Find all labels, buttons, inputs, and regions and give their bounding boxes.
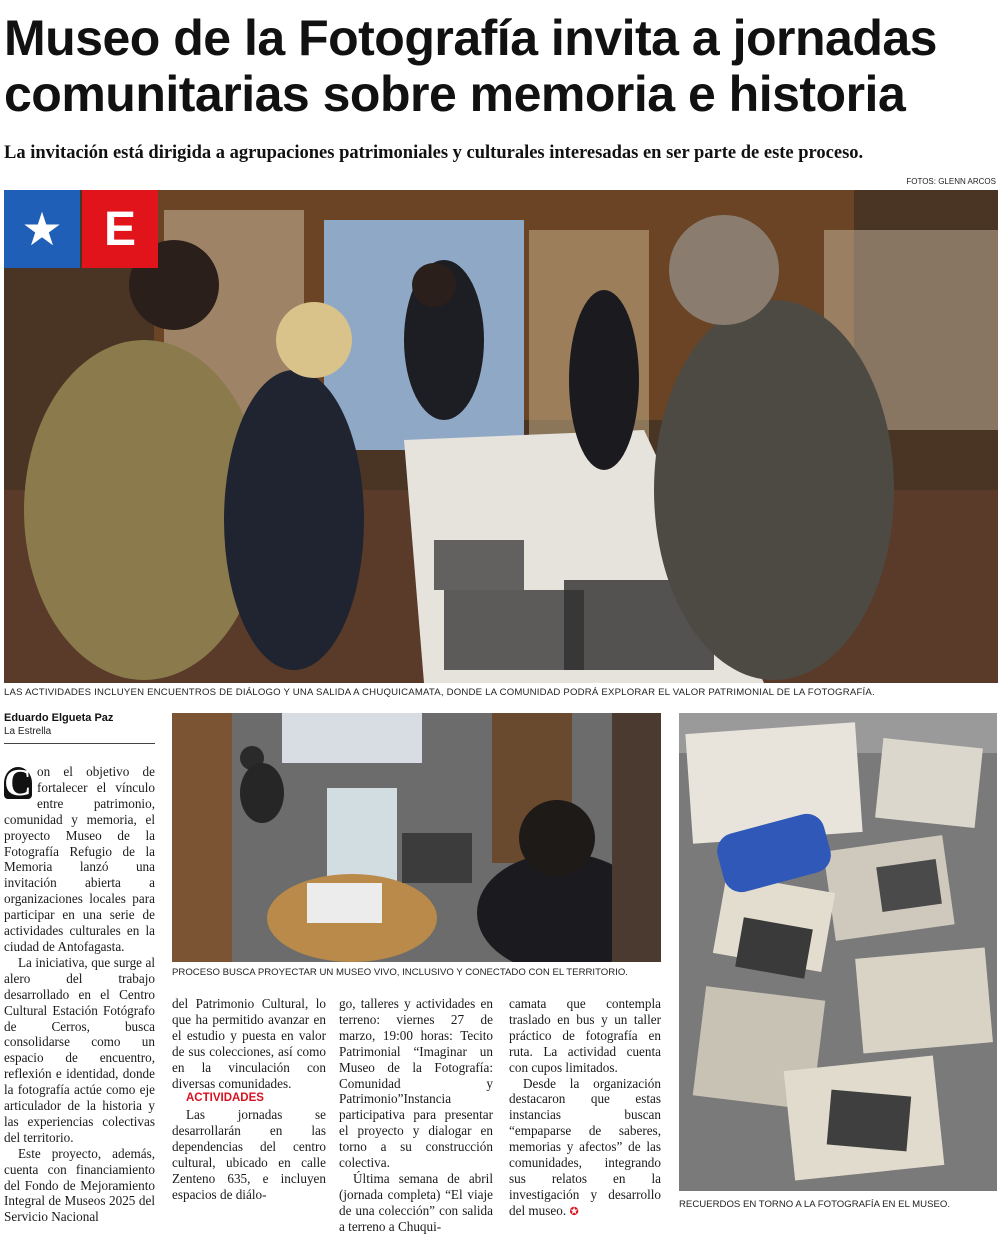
article-column-2 [172, 996, 326, 1203]
article-column-1 [4, 764, 155, 1225]
section-heading: ACTIVIDADES [186, 1092, 264, 1105]
archive-photo [679, 713, 997, 1191]
paragraph-4: del Patrimonio Cultural, lo que ha permitido avanzar en el estudio y puesta en valor de sus colecciones, así como en la vinculación con diversas comunidades. [172, 996, 326, 1091]
main-photo [4, 190, 998, 683]
workshop-photo [172, 713, 661, 962]
drop-cap: C [4, 762, 32, 804]
author-name: Eduardo Elgueta Paz [4, 712, 114, 724]
paragraph-8: camata que contempla traslado en bus y un taller práctico de fotografía en ruta. La actividad cuenta con cupos limitados. [509, 996, 661, 1075]
main-photo-caption: LAS ACTIVIDADES INCLUYEN ENCUENTROS DE DIÁLOGO Y UNA SALIDA A CHUQUICAMATA, DONDE LA COMUNIDAD PODRÁ EXPLORAR EL VALOR PATRIMONIAL DE LA FOTOGRAFÍA. [4, 687, 875, 698]
paragraph-1-text: on el objetivo de fortalecer el vínculo entre patrimonio, comunidad y memoria, el proyecto Museo de la Fotografía Refugio de la Memoria lanzó una invitación abierta a organizaciones locales para participar en una serie de actividades culturales en la ciudad de Antofagasta. [4, 764, 155, 954]
article-column-4 [509, 996, 661, 1220]
paragraph-3: Este proyecto, además, cuenta con financiamiento del Fondo de Mejoramiento Integral de Museos 2025 del Servicio Nacional [4, 1145, 155, 1225]
archive-photo-illustration [679, 713, 997, 1191]
paragraph-6: go, talleres y actividades en terreno: viernes 27 de marzo, 19:00 horas: Tecito Patrimonial “Imaginar un Museo de la Fotografía: Comunidad y Patrimonio”Instancia participativa para presentar el proyecto y dialogar en torno a su construcción colectiva. [339, 996, 493, 1171]
article-column-3 [339, 996, 493, 1235]
paragraph-1 [4, 764, 155, 955]
paragraph-9 [509, 1076, 661, 1220]
star-icon: ★ [4, 190, 80, 268]
byline-divider [4, 743, 155, 744]
brand-logo-e: E [82, 190, 158, 268]
paragraph-2: La iniciativa, que surge al alero del trabajo desarrollado en el Centro Cultural Estación Fotógrafo de Cerros, busca consolidarse como un espacio de encuentro, reflexión e identidad, donde la fotografía actúe como eje articulador de la historia y las experiencias colectivas del territorio. [4, 954, 155, 1145]
end-of-article-icon: ✪ [569, 1204, 579, 1218]
headline: Museo de la Fotografía invita a jornadas comunitarias sobre memoria e historia [4, 10, 937, 122]
archive-photo-caption: RECUERDOS EN TORNO A LA FOTOGRAFÍA EN EL MUSEO. [679, 1199, 950, 1210]
paragraph-7: Última semana de abril (jornada completa) “El viaje de una colección” con salida a terreno a Chuqui- [339, 1170, 493, 1234]
photo-credit: FOTOS: GLENN ARCOS [906, 177, 996, 186]
subheadline: La invitación está dirigida a agrupaciones patrimoniales y culturales interesadas en ser parte de este proceso. [4, 143, 864, 163]
workshop-photo-illustration [172, 713, 661, 962]
workshop-photo-caption: PROCESO BUSCA PROYECTAR UN MUSEO VIVO, INCLUSIVO Y CONECTADO CON EL TERRITORIO. [172, 967, 628, 978]
paragraph-9-text: Desde la organización destacaron que estas instancias buscan “empaparse de saberes, memorias y afectos” de las comunidades, integrando sus relatos en la investigación y desarrollo del museo. [509, 1075, 661, 1218]
outlet-name: La Estrella [4, 726, 52, 737]
paragraph-5: Las jornadas se desarrollarán en las dependencias del centro cultural, ubicado en calle Zenteno 635, e incluyen espacios de diálo- [172, 1107, 326, 1202]
